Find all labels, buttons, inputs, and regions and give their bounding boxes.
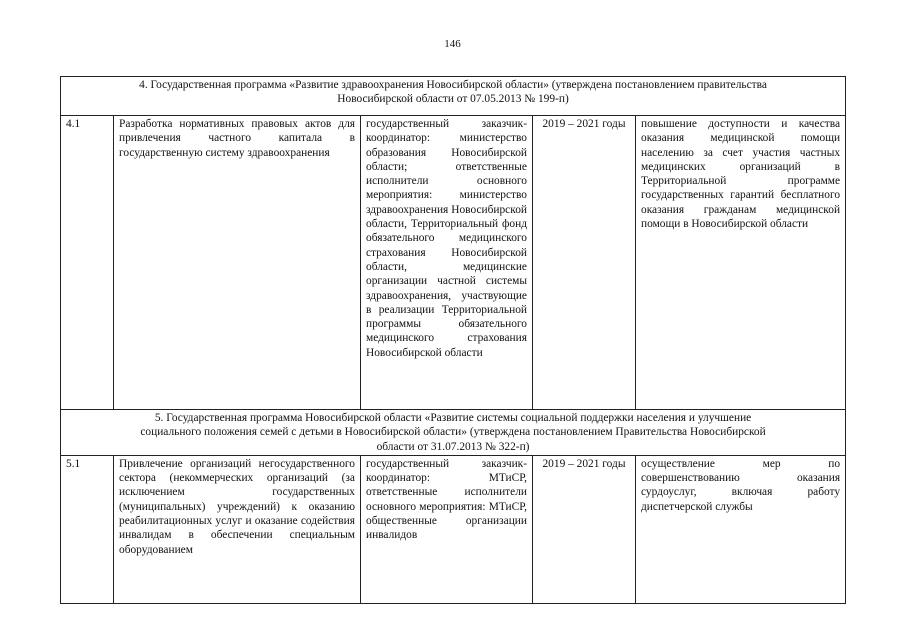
row-number: 5.1 xyxy=(61,455,114,603)
section-title-line: социального положения семей с детьми в Новосибирской области» (утверждена постановлением Правительства Новосибирской xyxy=(140,426,766,439)
row-number: 4.1 xyxy=(61,116,114,410)
table-row xyxy=(61,455,846,603)
measure-cell: Разработка нормативных правовых актов для привлечения частного капитала в государственную систему здравоохранения xyxy=(114,116,361,410)
section-title xyxy=(61,410,846,456)
section-title xyxy=(61,77,846,116)
table-row xyxy=(61,116,846,410)
years-cell: 2019 – 2021 годы xyxy=(533,455,636,603)
section-title-line: Новосибирской области от 07.05.2013 № 199-п) xyxy=(337,93,569,106)
result-cell: повышение доступности и качества оказания медицинской помощи населению за счет участия частных медицинских организаций в Территориальной программе государственных гарантий бесплатного оказания гражданам медицинской помощи в Новосибирской области xyxy=(636,116,846,410)
section-title-line: 5. Государственная программа Новосибирской области «Развитие системы социальной поддержки населения и улучшение xyxy=(154,412,752,424)
section-header-row xyxy=(61,77,846,116)
executors-cell: государственный заказчик-координатор: МТиСР, ответственные исполнители основного мероприятия: МТиСР, общественные организации инвалидов xyxy=(361,455,533,603)
page-number: 146 xyxy=(444,38,461,50)
measure-cell: Привлечение организаций негосударственного сектора (некоммерческих организаций (за исключением государственных (муниципальных) учреждений) к оказанию реабилитационных услуг и оказание содействия инвалидам в обеспечении специальным оборудованием xyxy=(114,455,361,603)
years-cell: 2019 – 2021 годы xyxy=(533,116,636,410)
section-title-line: области от 31.07.2013 № 322-п) xyxy=(376,440,530,453)
result-cell: осуществление мер по совершенствованию оказания сурдоуслуг, включая работу диспетчерской службы xyxy=(636,455,846,603)
section-header-row xyxy=(61,410,846,456)
executors-cell: государственный заказчик-координатор: министерство образования Новосибирской области; ответственные исполнители основного мероприятия: министерство здравоохранения Новосибирской области, Территориальный фонд обязательного медицинского страхования Новосибирской области, медицинские организации частной системы здравоохранения, участвующие в реализации Территориальной программы обязательного медицинского страхования Новосибирской области xyxy=(361,116,533,410)
section-title-line: 4. Государственная программа «Развитие здравоохранения Новосибирской области» (утверждена постановлением правительства xyxy=(139,79,767,91)
measures-table xyxy=(60,76,846,604)
